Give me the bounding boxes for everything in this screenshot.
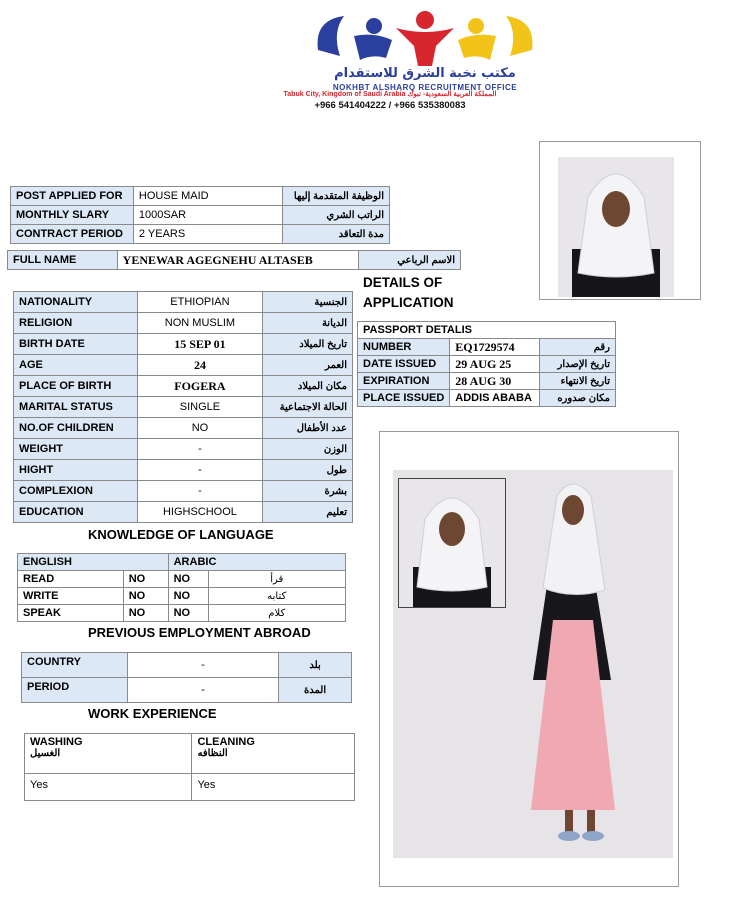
age-value: 24 (137, 355, 262, 376)
children-label: NO.OF CHILDREN (14, 418, 138, 439)
post-label: POST APPLIED FOR (11, 187, 134, 206)
expiration-value: 28 AUG 30 (450, 373, 540, 390)
logo-english-text: NOKHBT ALSHARQ RECRUITMENT OFFICE (332, 83, 518, 92)
table-row (14, 313, 353, 334)
religion-label: RELIGION (14, 313, 138, 334)
birth-place-value: FOGERA (137, 376, 262, 397)
write-arabic-label: كتابه (208, 588, 345, 605)
table-row (358, 373, 616, 390)
date-issued-value: 29 AUG 25 (450, 356, 540, 373)
education-arabic: تعليم (263, 502, 353, 523)
experience-heading: WORK EXPERIENCE (88, 706, 217, 721)
full-name-table (7, 250, 461, 270)
language-table (17, 553, 346, 622)
nationality-value: ETHIOPIAN (137, 292, 262, 313)
full-name-arabic: الاسم الرباعي (359, 251, 461, 270)
passport-number-label: NUMBER (358, 339, 450, 356)
passport-number-arabic: رقم (540, 339, 616, 356)
date-issued-label: DATE ISSUED (358, 356, 450, 373)
age-label: AGE (14, 355, 138, 376)
salary-arabic: الراتب الشري (283, 206, 390, 225)
table-row (25, 774, 355, 801)
speak-english-value: NO (123, 605, 168, 622)
read-arabic-label: قرأ (208, 571, 345, 588)
complexion-arabic: بشرة (263, 481, 353, 502)
period-arabic: المدة (279, 678, 352, 703)
table-row (11, 187, 390, 206)
employment-table (21, 652, 352, 703)
period-label: PERIOD (22, 678, 128, 703)
complexion-value: - (137, 481, 262, 502)
contract-label: CONTRACT PERIOD (11, 225, 134, 244)
arabic-column-header: ARABIC (168, 554, 345, 571)
write-arabic-value: NO (168, 588, 208, 605)
full-name-value: YENEWAR AGEGNEHU ALTASEB (117, 251, 359, 270)
table-row (14, 502, 353, 523)
marital-value: SINGLE (137, 397, 262, 418)
table-row (14, 460, 353, 481)
address-line: Tabuk City, Kingdom of Saudi Arabia المملكة العربية السعودية- تبوك (283, 91, 497, 98)
salary-label: MONTHLY SLARY (11, 206, 134, 225)
marital-arabic: الحالة الاجتماعية (263, 397, 353, 418)
table-row (14, 355, 353, 376)
table-row (14, 292, 353, 313)
height-value: - (137, 460, 262, 481)
education-label: EDUCATION (14, 502, 138, 523)
washing-cell (25, 734, 192, 774)
table-row (18, 571, 346, 588)
place-issued-value: ADDIS ABABA (450, 390, 540, 407)
weight-arabic: الوزن (263, 439, 353, 460)
weight-value: - (137, 439, 262, 460)
write-english-value: NO (123, 588, 168, 605)
table-row (22, 653, 352, 678)
table-row (14, 376, 353, 397)
portrait-photo (558, 157, 674, 297)
table-row (358, 390, 616, 407)
age-arabic: العمر (263, 355, 353, 376)
passport-number-value: EQ1729574 (450, 339, 540, 356)
salary-value: 1000SAR (133, 206, 282, 225)
place-issued-label: PLACE ISSUED (358, 390, 450, 407)
children-value: NO (137, 418, 262, 439)
table-row (14, 397, 353, 418)
table-row (18, 588, 346, 605)
details-heading: DETAILS OF APPLICATION (363, 275, 454, 310)
table-row (14, 334, 353, 355)
education-value: HIGHSCHOOL (137, 502, 262, 523)
washing-value: Yes (25, 774, 192, 801)
full-name-label: FULL NAME (8, 251, 118, 270)
nationality-arabic: الجنسية (263, 292, 353, 313)
table-row (11, 225, 390, 244)
english-column-header: ENGLISH (18, 554, 169, 571)
washing-arabic: الغسيل (30, 748, 61, 759)
children-arabic: عدد الأطفال (263, 418, 353, 439)
logo-arabic-text: مكتب نخبة الشرق للاستقدام (334, 66, 516, 81)
post-value: HOUSE MAID (133, 187, 282, 206)
contract-arabic: مدة التعاقد (283, 225, 390, 244)
expiration-label: EXPIRATION (358, 373, 450, 390)
weight-label: WEIGHT (14, 439, 138, 460)
country-arabic: بلد (279, 653, 352, 678)
cleaning-cell (192, 734, 355, 774)
contract-value: 2 YEARS (133, 225, 282, 244)
speak-arabic-value: NO (168, 605, 208, 622)
experience-table (24, 733, 355, 801)
passport-table (357, 321, 616, 407)
birth-date-arabic: تاريخ الميلاد (263, 334, 353, 355)
phone-line: +966 541404222 / +966 535380083 (314, 100, 466, 111)
birth-date-value: 15 SEP 01 (137, 334, 262, 355)
speak-label: SPEAK (18, 605, 124, 622)
employment-heading: PREVIOUS EMPLOYMENT ABROAD (88, 625, 311, 640)
complexion-label: COMPLEXION (14, 481, 138, 502)
table-row (14, 439, 353, 460)
place-issued-arabic: مكان صدوره (540, 390, 616, 407)
full-body-photo-frame (379, 431, 679, 887)
read-label: READ (18, 571, 124, 588)
portrait-photo-frame (539, 141, 701, 300)
write-label: WRITE (18, 588, 124, 605)
expiration-arabic: تاريخ الانتهاء (540, 373, 616, 390)
logo-figures-icon (300, 6, 550, 68)
religion-value: NON MUSLIM (137, 313, 262, 334)
speak-arabic-label: كلام (208, 605, 345, 622)
job-table (10, 186, 390, 244)
passport-title: PASSPORT DETALIS (358, 322, 616, 339)
cleaning-label: CLEANING (197, 736, 255, 748)
marital-label: MARITAL STATUS (14, 397, 138, 418)
birth-date-label: BIRTH DATE (14, 334, 138, 355)
table-row (358, 339, 616, 356)
personal-table (13, 291, 353, 523)
period-value: - (127, 678, 278, 703)
washing-label: WASHING (30, 736, 83, 748)
birth-place-arabic: مكان الميلاد (263, 376, 353, 397)
cleaning-value: Yes (192, 774, 355, 801)
country-label: COUNTRY (22, 653, 128, 678)
table-row (18, 605, 346, 622)
language-heading: KNOWLEDGE OF LANGUAGE (88, 527, 274, 542)
height-arabic: طول (263, 460, 353, 481)
date-issued-arabic: تاريخ الإصدار (540, 356, 616, 373)
post-arabic: الوظيفة المتقدمة إليها (283, 187, 390, 206)
table-row (14, 418, 353, 439)
table-row (11, 206, 390, 225)
country-value: - (127, 653, 278, 678)
inset-portrait-photo (398, 478, 506, 608)
table-row (22, 678, 352, 703)
read-english-value: NO (123, 571, 168, 588)
read-arabic-value: NO (168, 571, 208, 588)
birth-place-label: PLACE OF BIRTH (14, 376, 138, 397)
table-row (25, 734, 355, 774)
table-row (358, 356, 616, 373)
cleaning-arabic: النظافه (197, 748, 228, 759)
religion-arabic: الديانة (263, 313, 353, 334)
table-row (14, 481, 353, 502)
nationality-label: NATIONALITY (14, 292, 138, 313)
height-label: HIGHT (14, 460, 138, 481)
